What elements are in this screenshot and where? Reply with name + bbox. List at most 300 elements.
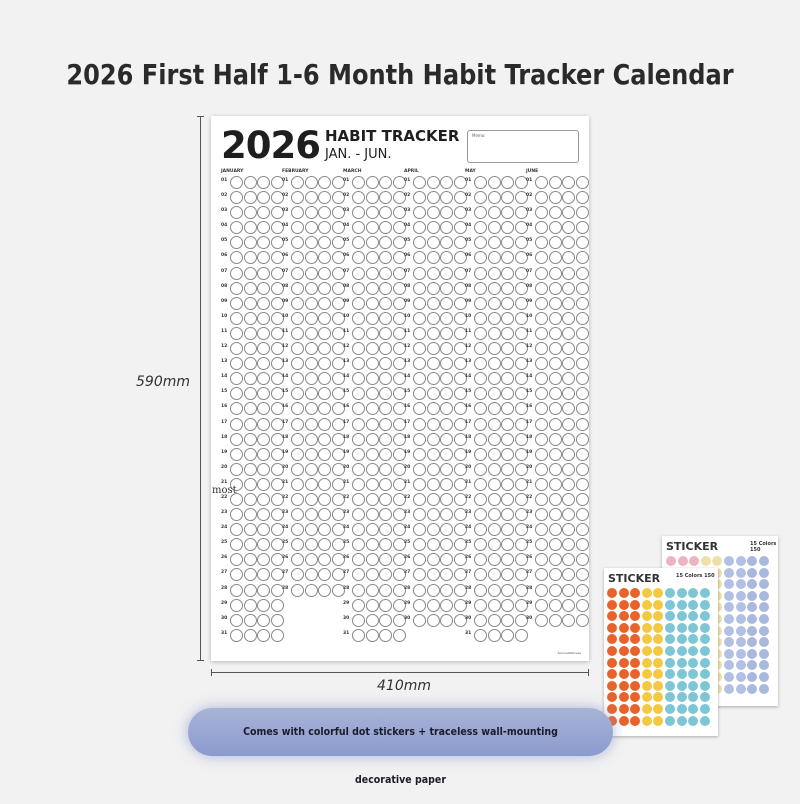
habit-circle[interactable] <box>305 236 318 249</box>
habit-circle[interactable] <box>318 236 331 249</box>
habit-circle[interactable] <box>427 221 440 234</box>
habit-circle[interactable] <box>549 508 562 521</box>
habit-circle[interactable] <box>474 297 487 310</box>
habit-circle[interactable] <box>474 568 487 581</box>
habit-circle[interactable] <box>576 508 589 521</box>
habit-circle[interactable] <box>474 221 487 234</box>
habit-circle[interactable] <box>576 236 589 249</box>
habit-circle[interactable] <box>352 568 365 581</box>
habit-circle[interactable] <box>576 553 589 566</box>
habit-circle[interactable] <box>535 568 548 581</box>
habit-circle[interactable] <box>257 236 270 249</box>
habit-circle[interactable] <box>291 463 304 476</box>
habit-circle[interactable] <box>379 267 392 280</box>
habit-circle[interactable] <box>352 463 365 476</box>
habit-circle[interactable] <box>244 448 257 461</box>
habit-circle[interactable] <box>291 251 304 264</box>
habit-circle[interactable] <box>535 402 548 415</box>
habit-circle[interactable] <box>501 523 514 536</box>
habit-circle[interactable] <box>488 342 501 355</box>
habit-circle[interactable] <box>549 568 562 581</box>
habit-circle[interactable] <box>318 402 331 415</box>
habit-circle[interactable] <box>379 614 392 627</box>
habit-circle[interactable] <box>535 282 548 295</box>
habit-circle[interactable] <box>413 599 426 612</box>
habit-circle[interactable] <box>318 372 331 385</box>
habit-circle[interactable] <box>535 297 548 310</box>
habit-circle[interactable] <box>230 418 243 431</box>
habit-circle[interactable] <box>549 418 562 431</box>
habit-circle[interactable] <box>440 342 453 355</box>
habit-circle[interactable] <box>549 282 562 295</box>
habit-circle[interactable] <box>318 523 331 536</box>
habit-circle[interactable] <box>413 251 426 264</box>
habit-circle[interactable] <box>501 206 514 219</box>
habit-circle[interactable] <box>440 538 453 551</box>
habit-circle[interactable] <box>244 553 257 566</box>
habit-circle[interactable] <box>440 493 453 506</box>
habit-circle[interactable] <box>562 584 575 597</box>
habit-circle[interactable] <box>257 508 270 521</box>
habit-circle[interactable] <box>305 584 318 597</box>
habit-circle[interactable] <box>318 191 331 204</box>
habit-circle[interactable] <box>562 206 575 219</box>
habit-circle[interactable] <box>576 312 589 325</box>
habit-circle[interactable] <box>501 372 514 385</box>
habit-circle[interactable] <box>305 478 318 491</box>
habit-circle[interactable] <box>352 282 365 295</box>
habit-circle[interactable] <box>257 493 270 506</box>
habit-circle[interactable] <box>413 418 426 431</box>
habit-circle[interactable] <box>230 236 243 249</box>
habit-circle[interactable] <box>562 342 575 355</box>
habit-circle[interactable] <box>379 297 392 310</box>
habit-circle[interactable] <box>576 176 589 189</box>
habit-circle[interactable] <box>549 523 562 536</box>
habit-circle[interactable] <box>244 523 257 536</box>
habit-circle[interactable] <box>488 568 501 581</box>
habit-circle[interactable] <box>244 568 257 581</box>
habit-circle[interactable] <box>440 523 453 536</box>
habit-circle[interactable] <box>257 387 270 400</box>
habit-circle[interactable] <box>488 297 501 310</box>
habit-circle[interactable] <box>427 599 440 612</box>
habit-circle[interactable] <box>501 176 514 189</box>
habit-circle[interactable] <box>291 282 304 295</box>
habit-circle[interactable] <box>549 312 562 325</box>
habit-circle[interactable] <box>352 372 365 385</box>
habit-circle[interactable] <box>474 387 487 400</box>
habit-circle[interactable] <box>501 629 514 642</box>
habit-circle[interactable] <box>379 433 392 446</box>
habit-circle[interactable] <box>488 553 501 566</box>
habit-circle[interactable] <box>244 478 257 491</box>
habit-circle[interactable] <box>549 251 562 264</box>
habit-circle[interactable] <box>318 478 331 491</box>
habit-circle[interactable] <box>501 538 514 551</box>
habit-circle[interactable] <box>230 251 243 264</box>
habit-circle[interactable] <box>366 327 379 340</box>
habit-circle[interactable] <box>291 478 304 491</box>
habit-circle[interactable] <box>244 402 257 415</box>
habit-circle[interactable] <box>440 418 453 431</box>
habit-circle[interactable] <box>230 267 243 280</box>
habit-circle[interactable] <box>257 538 270 551</box>
habit-circle[interactable] <box>318 538 331 551</box>
habit-circle[interactable] <box>549 553 562 566</box>
habit-circle[interactable] <box>488 206 501 219</box>
habit-circle[interactable] <box>562 387 575 400</box>
habit-circle[interactable] <box>257 568 270 581</box>
habit-circle[interactable] <box>379 463 392 476</box>
habit-circle[interactable] <box>379 584 392 597</box>
habit-circle[interactable] <box>244 191 257 204</box>
habit-circle[interactable] <box>413 312 426 325</box>
habit-circle[interactable] <box>413 614 426 627</box>
habit-circle[interactable] <box>352 221 365 234</box>
habit-circle[interactable] <box>474 614 487 627</box>
habit-circle[interactable] <box>488 191 501 204</box>
habit-circle[interactable] <box>379 402 392 415</box>
habit-circle[interactable] <box>474 236 487 249</box>
habit-circle[interactable] <box>291 221 304 234</box>
habit-circle[interactable] <box>379 418 392 431</box>
habit-circle[interactable] <box>427 463 440 476</box>
habit-circle[interactable] <box>440 568 453 581</box>
habit-circle[interactable] <box>230 433 243 446</box>
habit-circle[interactable] <box>562 312 575 325</box>
habit-circle[interactable] <box>230 191 243 204</box>
habit-circle[interactable] <box>562 176 575 189</box>
habit-circle[interactable] <box>413 538 426 551</box>
habit-circle[interactable] <box>562 327 575 340</box>
habit-circle[interactable] <box>576 402 589 415</box>
habit-circle[interactable] <box>257 463 270 476</box>
habit-circle[interactable] <box>413 478 426 491</box>
habit-circle[interactable] <box>501 614 514 627</box>
habit-circle[interactable] <box>257 327 270 340</box>
habit-circle[interactable] <box>230 448 243 461</box>
habit-circle[interactable] <box>576 206 589 219</box>
habit-circle[interactable] <box>474 599 487 612</box>
habit-circle[interactable] <box>413 267 426 280</box>
habit-circle[interactable] <box>366 538 379 551</box>
habit-circle[interactable] <box>352 176 365 189</box>
habit-circle[interactable] <box>501 433 514 446</box>
habit-circle[interactable] <box>427 297 440 310</box>
habit-circle[interactable] <box>230 553 243 566</box>
habit-circle[interactable] <box>305 553 318 566</box>
habit-circle[interactable] <box>535 221 548 234</box>
habit-circle[interactable] <box>474 463 487 476</box>
habit-circle[interactable] <box>305 282 318 295</box>
habit-circle[interactable] <box>576 418 589 431</box>
habit-circle[interactable] <box>257 191 270 204</box>
habit-circle[interactable] <box>318 433 331 446</box>
habit-circle[interactable] <box>535 267 548 280</box>
habit-circle[interactable] <box>271 629 284 642</box>
habit-circle[interactable] <box>501 251 514 264</box>
habit-circle[interactable] <box>440 206 453 219</box>
habit-circle[interactable] <box>488 523 501 536</box>
habit-circle[interactable] <box>318 568 331 581</box>
habit-circle[interactable] <box>576 614 589 627</box>
habit-circle[interactable] <box>318 493 331 506</box>
habit-circle[interactable] <box>352 508 365 521</box>
habit-circle[interactable] <box>501 493 514 506</box>
habit-circle[interactable] <box>488 448 501 461</box>
habit-circle[interactable] <box>501 448 514 461</box>
habit-circle[interactable] <box>488 433 501 446</box>
habit-circle[interactable] <box>379 553 392 566</box>
habit-circle[interactable] <box>501 282 514 295</box>
habit-circle[interactable] <box>427 448 440 461</box>
habit-circle[interactable] <box>230 463 243 476</box>
habit-circle[interactable] <box>440 463 453 476</box>
habit-circle[interactable] <box>562 267 575 280</box>
habit-circle[interactable] <box>501 342 514 355</box>
habit-circle[interactable] <box>257 251 270 264</box>
habit-circle[interactable] <box>562 508 575 521</box>
habit-circle[interactable] <box>352 312 365 325</box>
habit-circle[interactable] <box>427 433 440 446</box>
habit-circle[interactable] <box>549 372 562 385</box>
habit-circle[interactable] <box>352 448 365 461</box>
habit-circle[interactable] <box>413 387 426 400</box>
habit-circle[interactable] <box>244 251 257 264</box>
habit-circle[interactable] <box>291 402 304 415</box>
habit-circle[interactable] <box>440 191 453 204</box>
habit-circle[interactable] <box>244 493 257 506</box>
habit-circle[interactable] <box>549 176 562 189</box>
habit-circle[interactable] <box>474 342 487 355</box>
habit-circle[interactable] <box>291 387 304 400</box>
habit-circle[interactable] <box>501 236 514 249</box>
habit-circle[interactable] <box>305 387 318 400</box>
habit-circle[interactable] <box>515 629 528 642</box>
habit-circle[interactable] <box>427 493 440 506</box>
habit-circle[interactable] <box>535 478 548 491</box>
habit-circle[interactable] <box>488 176 501 189</box>
habit-circle[interactable] <box>488 282 501 295</box>
habit-circle[interactable] <box>366 614 379 627</box>
habit-circle[interactable] <box>535 236 548 249</box>
habit-circle[interactable] <box>230 297 243 310</box>
habit-circle[interactable] <box>562 614 575 627</box>
habit-circle[interactable] <box>352 357 365 370</box>
habit-circle[interactable] <box>488 614 501 627</box>
habit-circle[interactable] <box>501 553 514 566</box>
habit-circle[interactable] <box>305 342 318 355</box>
habit-circle[interactable] <box>413 568 426 581</box>
habit-circle[interactable] <box>291 584 304 597</box>
habit-circle[interactable] <box>305 357 318 370</box>
habit-circle[interactable] <box>379 599 392 612</box>
habit-circle[interactable] <box>230 372 243 385</box>
habit-circle[interactable] <box>257 523 270 536</box>
habit-circle[interactable] <box>305 221 318 234</box>
habit-circle[interactable] <box>318 387 331 400</box>
habit-circle[interactable] <box>488 629 501 642</box>
habit-circle[interactable] <box>413 236 426 249</box>
habit-circle[interactable] <box>562 538 575 551</box>
habit-circle[interactable] <box>257 297 270 310</box>
habit-circle[interactable] <box>440 433 453 446</box>
habit-circle[interactable] <box>535 372 548 385</box>
habit-circle[interactable] <box>440 176 453 189</box>
habit-circle[interactable] <box>562 478 575 491</box>
habit-circle[interactable] <box>352 327 365 340</box>
habit-circle[interactable] <box>474 448 487 461</box>
habit-circle[interactable] <box>379 387 392 400</box>
habit-circle[interactable] <box>488 236 501 249</box>
habit-circle[interactable] <box>379 493 392 506</box>
habit-circle[interactable] <box>501 402 514 415</box>
habit-circle[interactable] <box>366 448 379 461</box>
habit-circle[interactable] <box>230 538 243 551</box>
habit-circle[interactable] <box>379 282 392 295</box>
habit-circle[interactable] <box>352 538 365 551</box>
habit-circle[interactable] <box>562 599 575 612</box>
habit-circle[interactable] <box>413 327 426 340</box>
habit-circle[interactable] <box>549 448 562 461</box>
habit-circle[interactable] <box>318 206 331 219</box>
habit-circle[interactable] <box>291 372 304 385</box>
habit-circle[interactable] <box>379 221 392 234</box>
habit-circle[interactable] <box>257 372 270 385</box>
habit-circle[interactable] <box>230 312 243 325</box>
habit-circle[interactable] <box>440 584 453 597</box>
habit-circle[interactable] <box>352 297 365 310</box>
habit-circle[interactable] <box>427 584 440 597</box>
habit-circle[interactable] <box>230 342 243 355</box>
habit-circle[interactable] <box>305 463 318 476</box>
habit-circle[interactable] <box>427 614 440 627</box>
habit-circle[interactable] <box>474 553 487 566</box>
habit-circle[interactable] <box>244 508 257 521</box>
habit-circle[interactable] <box>413 357 426 370</box>
habit-circle[interactable] <box>576 342 589 355</box>
habit-circle[interactable] <box>318 282 331 295</box>
habit-circle[interactable] <box>379 342 392 355</box>
habit-circle[interactable] <box>535 508 548 521</box>
habit-circle[interactable] <box>440 402 453 415</box>
habit-circle[interactable] <box>427 357 440 370</box>
habit-circle[interactable] <box>352 191 365 204</box>
habit-circle[interactable] <box>549 463 562 476</box>
habit-circle[interactable] <box>535 553 548 566</box>
habit-circle[interactable] <box>257 433 270 446</box>
habit-circle[interactable] <box>549 433 562 446</box>
habit-circle[interactable] <box>366 176 379 189</box>
habit-circle[interactable] <box>366 553 379 566</box>
habit-circle[interactable] <box>488 402 501 415</box>
habit-circle[interactable] <box>230 282 243 295</box>
habit-circle[interactable] <box>352 493 365 506</box>
habit-circle[interactable] <box>366 599 379 612</box>
habit-circle[interactable] <box>576 387 589 400</box>
habit-circle[interactable] <box>576 463 589 476</box>
habit-circle[interactable] <box>488 599 501 612</box>
habit-circle[interactable] <box>291 357 304 370</box>
habit-circle[interactable] <box>291 267 304 280</box>
habit-circle[interactable] <box>230 221 243 234</box>
habit-circle[interactable] <box>549 191 562 204</box>
habit-circle[interactable] <box>562 357 575 370</box>
habit-circle[interactable] <box>244 236 257 249</box>
habit-circle[interactable] <box>474 538 487 551</box>
habit-circle[interactable] <box>413 553 426 566</box>
habit-circle[interactable] <box>501 191 514 204</box>
habit-circle[interactable] <box>474 372 487 385</box>
habit-circle[interactable] <box>474 312 487 325</box>
habit-circle[interactable] <box>244 297 257 310</box>
habit-circle[interactable] <box>549 584 562 597</box>
habit-circle[interactable] <box>474 629 487 642</box>
habit-circle[interactable] <box>413 508 426 521</box>
habit-circle[interactable] <box>413 402 426 415</box>
habit-circle[interactable] <box>318 251 331 264</box>
habit-circle[interactable] <box>474 251 487 264</box>
habit-circle[interactable] <box>379 538 392 551</box>
habit-circle[interactable] <box>318 342 331 355</box>
habit-circle[interactable] <box>535 599 548 612</box>
habit-circle[interactable] <box>352 402 365 415</box>
habit-circle[interactable] <box>244 463 257 476</box>
habit-circle[interactable] <box>413 493 426 506</box>
habit-circle[interactable] <box>318 327 331 340</box>
habit-circle[interactable] <box>413 206 426 219</box>
habit-circle[interactable] <box>501 221 514 234</box>
habit-circle[interactable] <box>576 584 589 597</box>
habit-circle[interactable] <box>257 418 270 431</box>
habit-circle[interactable] <box>562 463 575 476</box>
habit-circle[interactable] <box>562 282 575 295</box>
habit-circle[interactable] <box>257 599 270 612</box>
habit-circle[interactable] <box>562 372 575 385</box>
habit-circle[interactable] <box>576 448 589 461</box>
habit-circle[interactable] <box>305 493 318 506</box>
habit-circle[interactable] <box>366 568 379 581</box>
habit-circle[interactable] <box>291 553 304 566</box>
habit-circle[interactable] <box>535 493 548 506</box>
habit-circle[interactable] <box>366 478 379 491</box>
habit-circle[interactable] <box>244 387 257 400</box>
habit-circle[interactable] <box>257 584 270 597</box>
habit-circle[interactable] <box>305 372 318 385</box>
habit-circle[interactable] <box>576 327 589 340</box>
habit-circle[interactable] <box>576 357 589 370</box>
habit-circle[interactable] <box>501 387 514 400</box>
habit-circle[interactable] <box>244 433 257 446</box>
habit-circle[interactable] <box>352 553 365 566</box>
habit-circle[interactable] <box>440 357 453 370</box>
habit-circle[interactable] <box>230 327 243 340</box>
habit-circle[interactable] <box>549 221 562 234</box>
habit-circle[interactable] <box>352 523 365 536</box>
habit-circle[interactable] <box>318 221 331 234</box>
habit-circle[interactable] <box>366 312 379 325</box>
habit-circle[interactable] <box>244 206 257 219</box>
habit-circle[interactable] <box>257 402 270 415</box>
habit-circle[interactable] <box>291 538 304 551</box>
habit-circle[interactable] <box>576 191 589 204</box>
habit-circle[interactable] <box>440 448 453 461</box>
habit-circle[interactable] <box>549 599 562 612</box>
habit-circle[interactable] <box>305 418 318 431</box>
habit-circle[interactable] <box>305 448 318 461</box>
habit-circle[interactable] <box>535 418 548 431</box>
